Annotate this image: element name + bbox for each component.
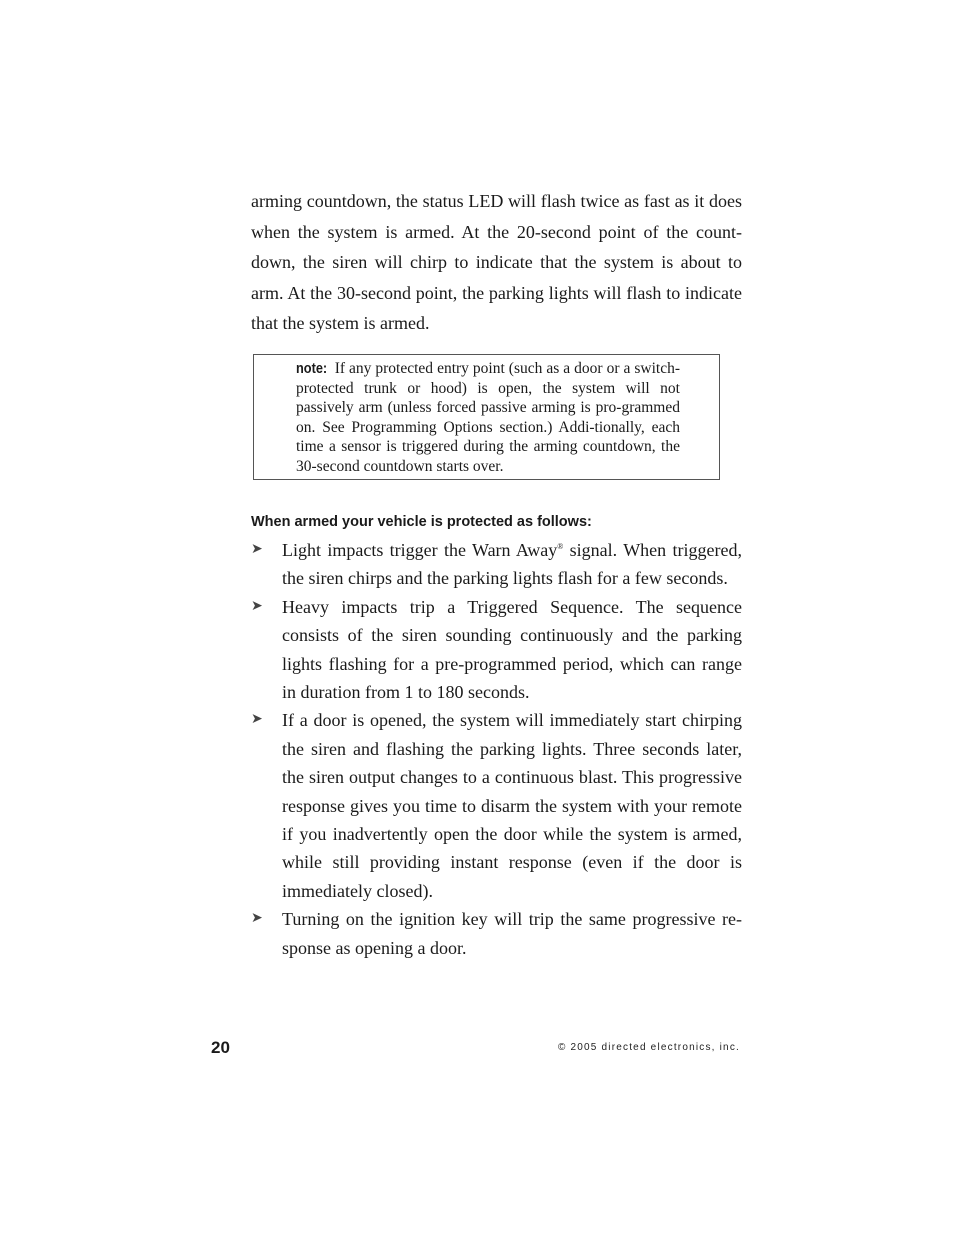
list-item — [251, 536, 742, 593]
section-heading: When armed your vehicle is protected as follows: — [251, 514, 592, 530]
page-number: 20 — [211, 1038, 230, 1057]
bullet-text-after: signal. When triggered, the siren chirps and the parking lights flash for a few seconds. — [282, 540, 742, 589]
arrowhead-bullet-icon: ➤ — [251, 542, 263, 557]
note-text: If any protected entry point (such as a door or a switch-protected trunk or hood) is open, the system will not passively arm (unless forced passive arming is pro-grammed on. See Programming Options section.) Addi-tionally, each time a sensor is triggered during the arming countdown, the 30-second countdown starts over. — [296, 360, 681, 475]
list-item — [251, 593, 742, 707]
bullet-text: Heavy impacts trip a Triggered Sequence. The sequence consists of the siren sounding continuously and the parking lights flashing for a pre-programmed period, which can range in duration from 1 to 180 seconds. — [282, 596, 742, 703]
note-box — [253, 354, 720, 480]
list-item — [251, 905, 742, 962]
note-paragraph — [296, 359, 680, 477]
list-item — [251, 706, 742, 905]
arrowhead-bullet-icon: ➤ — [251, 712, 263, 728]
arrowhead-bullet-icon: ➤ — [251, 598, 263, 614]
copyright-notice: © 2005 directed electronics, inc. — [557, 1042, 740, 1053]
arrowhead-bullet-icon: ➤ — [251, 911, 263, 927]
bullet-text: If a door is opened, the system will immediately start chirping the siren and flashing the parking lights. Three seconds later, the siren output changes to a continuous blast. This progressive response gives you time to disarm the system with your remote if you inadvertently open the door while the system is armed, while still providing instant response (even if the door is immediately closed). — [282, 710, 742, 901]
registered-mark: ® — [557, 542, 564, 551]
bullet-text-before: Light impacts trigger the Warn Away — [282, 540, 558, 560]
note-label: note: — [296, 360, 328, 377]
protection-list — [251, 536, 742, 962]
intro-paragraph: arming countdown, the status LED will flash twice as fast as it does when the system is armed. At the 20-second point of the count-down, the siren will chirp to indicate that the system is about to arm. At the 30-second point, the parking lights will flash to indicate that the system is armed. — [251, 191, 742, 334]
bullet-text: Turning on the ignition key will trip the same progressive re-sponse as opening a door. — [282, 909, 742, 958]
